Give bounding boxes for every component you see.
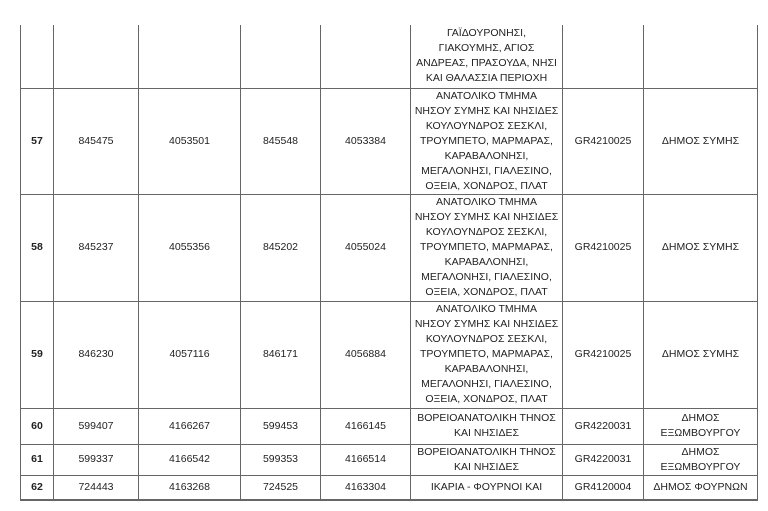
x-start-cell: 845475 [54, 88, 139, 194]
area-name-line: ΑΝΑΤΟΛΙΚΟ ΤΜΗΜΑ [435, 303, 537, 315]
y-start-cell: 4163268 [139, 475, 241, 500]
municipality-cell [644, 408, 758, 444]
area-name-line: ΚΟΥΛΟΥΝΔΡΟΣ ΣΕΣΚΛΙ, [425, 226, 548, 238]
area-name-line: ΑΝΑΤΟΛΙΚΟ ΤΜΗΜΑ [435, 89, 537, 102]
area-name-line: ΚΟΥΛΟΥΝΔΡΟΣ ΣΕΣΚΛΙ, [425, 119, 548, 132]
x-start-cell: 846230 [54, 301, 139, 408]
area-name-line: ΚΑΙ ΝΗΣΙΔΕΣ [454, 460, 519, 473]
area-name-line: ΒΟΡΕΙΟΑΝΑΤΟΛΙΚΗ ΤΗΝΟΣ [417, 412, 556, 424]
area-name-line: ΑΝΔΡΕΑΣ, ΠΡΑΣΟΥΔΑ, ΝΗΣΙ [416, 57, 557, 70]
row-number-cell: 61 [21, 444, 54, 475]
y-end-cell: 4163304 [321, 475, 411, 500]
y-start-cell: 4055356 [139, 194, 241, 301]
municipality-cell [644, 444, 758, 475]
y-end-cell: 4166514 [321, 444, 411, 475]
table-row [21, 408, 758, 444]
municipality-cell [644, 88, 758, 194]
x-start-cell: 724443 [54, 475, 139, 500]
area-name-line: ΚΑΡΑΒΑΛΟΝΗΣΙ, [444, 149, 529, 162]
row-number-cell: 58 [21, 194, 54, 301]
x-end-cell: 724525 [241, 475, 321, 500]
area-name-line: ΚΑΡΑΒΑΛΟΝΗΣΙ, [444, 256, 529, 268]
table-row [21, 194, 758, 301]
area-name-line: ΒΟΡΕΙΟΑΝΑΤΟΛΙΚΗ ΤΗΝΟΣ [417, 445, 556, 458]
area-name-line: ΤΡΟΥΜΠΕΤΟ, ΜΑΡΜΑΡΑΣ, [420, 241, 553, 253]
area-name-line: ΑΝΑΤΟΛΙΚΟ ΤΜΗΜΑ [435, 196, 537, 208]
x-end-cell: 599453 [241, 408, 321, 444]
natura-code-cell: GR4220031 [563, 444, 644, 475]
row-number-cell: 57 [21, 88, 54, 194]
area-name-cell [411, 25, 563, 88]
natura-code-cell: GR4220031 [563, 408, 644, 444]
row-number-cell: 62 [21, 475, 54, 500]
x-end-cell: 599353 [241, 444, 321, 475]
area-name-line: ΚΟΥΛΟΥΝΔΡΟΣ ΣΕΣΚΛΙ, [425, 333, 548, 345]
y-start-cell: 4166267 [139, 408, 241, 444]
row-number-cell: 59 [21, 301, 54, 408]
area-name-line: ΜΕΓΑΛΟΝΗΣΙ, ΓΙΑΛΕΣΙΝΟ, [421, 271, 552, 283]
area-name-line: ΟΞΕΙΑ, ΧΟΝΔΡΟΣ, ΠΛΑΤ [425, 179, 548, 192]
municipality-cell [644, 25, 758, 88]
coordinates-table [20, 25, 758, 501]
area-name-line: ΚΑΙ ΘΑΛΑΣΣΙΑ ΠΕΡΙΟΧΗ [425, 72, 548, 85]
x-end-cell: 845548 [241, 88, 321, 194]
table-row [21, 444, 758, 475]
area-name-line: ΝΗΣΟΥ ΣΥΜΗΣ ΚΑΙ ΝΗΣΙΔΕΣ [414, 211, 559, 223]
x-end-cell [241, 25, 321, 88]
municipality-line: ΔΗΜΟΣ ΣΥΜΗΣ [661, 348, 740, 360]
area-name-line: ΤΡΟΥΜΠΕΤΟ, ΜΑΡΜΑΡΑΣ, [420, 134, 553, 147]
area-name-line: ΚΑΙ ΝΗΣΙΔΕΣ [454, 427, 519, 439]
x-start-cell [54, 25, 139, 88]
municipality-line: ΔΗΜΟΣ ΦΟΥΡΝΩΝ [653, 480, 748, 493]
natura-code-cell: GR4120004 [563, 475, 644, 500]
municipality-line: ΕΞΩΜΒΟΥΡΓΟΥ [660, 427, 741, 439]
y-end-cell: 4166145 [321, 408, 411, 444]
area-name-line: ΙΚΑΡΙΑ - ΦΟΥΡΝΟΙ ΚΑΙ [430, 480, 543, 493]
natura-code-cell: GR4210025 [563, 88, 644, 194]
municipality-line: ΔΗΜΟΣ [681, 445, 720, 458]
area-name-cell [411, 444, 563, 475]
area-name-line: ΝΗΣΟΥ ΣΥΜΗΣ ΚΑΙ ΝΗΣΙΔΕΣ [414, 318, 559, 330]
row-number-cell [21, 25, 54, 88]
area-name-line: ΓΙΑΚΟΥΜΗΣ, ΑΓΙΟΣ [438, 42, 535, 55]
x-start-cell: 599337 [54, 444, 139, 475]
municipality-line: ΕΞΩΜΒΟΥΡΓΟΥ [660, 460, 741, 473]
x-start-cell: 599407 [54, 408, 139, 444]
area-name-line: ΤΡΟΥΜΠΕΤΟ, ΜΑΡΜΑΡΑΣ, [420, 348, 553, 360]
y-end-cell: 4056884 [321, 301, 411, 408]
table-row [21, 475, 758, 500]
municipality-cell [644, 194, 758, 301]
area-name-line: ΜΕΓΑΛΟΝΗΣΙ, ΓΙΑΛΕΣΙΝΟ, [421, 164, 552, 177]
y-end-cell: 4055024 [321, 194, 411, 301]
x-end-cell: 846171 [241, 301, 321, 408]
municipality-line: ΔΗΜΟΣ [681, 412, 720, 424]
x-start-cell: 845237 [54, 194, 139, 301]
municipality-line: ΔΗΜΟΣ ΣΥΜΗΣ [661, 241, 740, 253]
area-name-cell [411, 88, 563, 194]
natura-code-cell: GR4210025 [563, 194, 644, 301]
area-name-line: ΟΞΕΙΑ, ΧΟΝΔΡΟΣ, ΠΛΑΤ [425, 286, 548, 298]
municipality-cell [644, 301, 758, 408]
y-end-cell: 4053384 [321, 88, 411, 194]
y-start-cell [139, 25, 241, 88]
area-name-line: ΝΗΣΟΥ ΣΥΜΗΣ ΚΑΙ ΝΗΣΙΔΕΣ [414, 104, 559, 117]
municipality-cell [644, 475, 758, 500]
natura-code-cell [563, 25, 644, 88]
area-name-cell [411, 301, 563, 408]
area-name-cell [411, 194, 563, 301]
y-start-cell: 4166542 [139, 444, 241, 475]
area-name-cell [411, 475, 563, 500]
area-name-line: ΓΑΪΔΟΥΡΟΝΗΣΙ, [446, 27, 527, 40]
natura-code-cell: GR4210025 [563, 301, 644, 408]
area-name-line: ΟΞΕΙΑ, ΧΟΝΔΡΟΣ, ΠΛΑΤ [425, 393, 548, 405]
y-end-cell [321, 25, 411, 88]
table-row [21, 25, 758, 88]
table-row [21, 88, 758, 194]
y-start-cell: 4057116 [139, 301, 241, 408]
row-number-cell: 60 [21, 408, 54, 444]
area-name-line: ΚΑΡΑΒΑΛΟΝΗΣΙ, [444, 363, 529, 375]
table-row [21, 301, 758, 408]
municipality-line: ΔΗΜΟΣ ΣΥΜΗΣ [661, 134, 740, 147]
y-start-cell: 4053501 [139, 88, 241, 194]
area-name-line: ΜΕΓΑΛΟΝΗΣΙ, ΓΙΑΛΕΣΙΝΟ, [421, 378, 552, 390]
area-name-cell [411, 408, 563, 444]
x-end-cell: 845202 [241, 194, 321, 301]
